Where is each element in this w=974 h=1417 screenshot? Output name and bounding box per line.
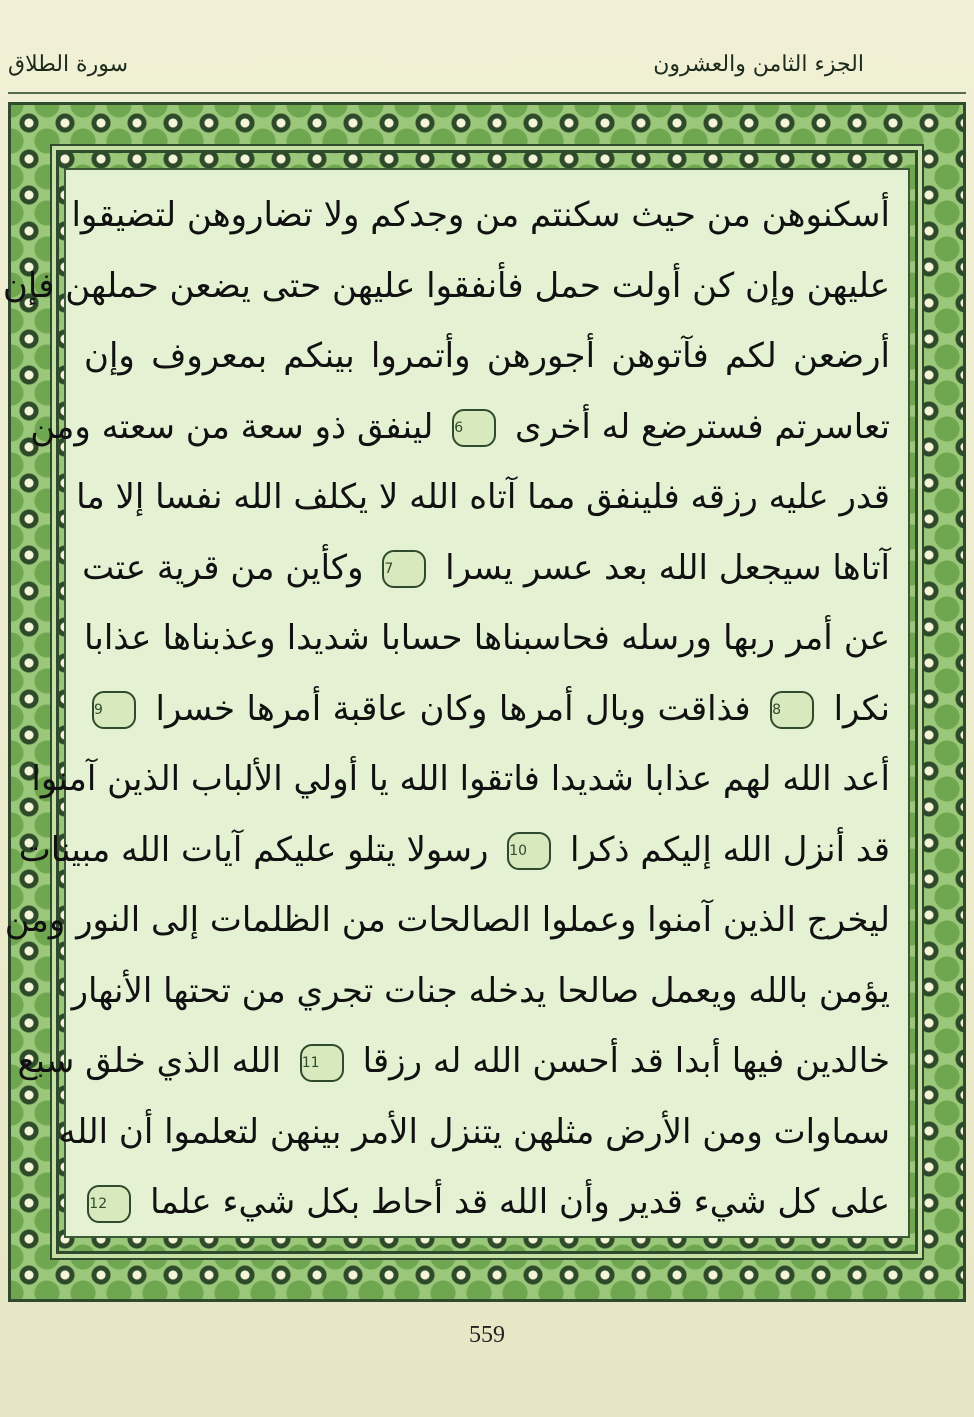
verse-line bbox=[31, 744, 890, 815]
verse-line bbox=[2, 251, 890, 322]
verse-text: لينفق ذو سعة من سعته ومن bbox=[30, 406, 434, 447]
ayah-number-marker: 8 bbox=[770, 691, 814, 729]
verse-text: قدر عليه رزقه فلينفق مما آتاه الله لا يكلف الله نفسا إلا ما bbox=[76, 477, 890, 517]
header-divider bbox=[8, 92, 966, 94]
ayah-number-marker: 6 bbox=[452, 409, 496, 447]
verse-text: وكأين من قرية عتت bbox=[82, 547, 364, 588]
verse-text: الله الذي خلق سبع bbox=[17, 1041, 281, 1081]
verse-text: خالدين فيها أبدا قد أحسن الله له رزقا bbox=[362, 1041, 890, 1081]
verse-line bbox=[18, 815, 890, 886]
verse-line bbox=[84, 321, 890, 392]
verse-line bbox=[17, 1026, 890, 1097]
ayah-number-marker: 11 bbox=[300, 1044, 344, 1082]
verse-line bbox=[84, 533, 890, 604]
verse-text: عليهن وإن كن أولت حمل فأنفقوا عليهن حتى يضعن حملهن فإن bbox=[2, 265, 890, 306]
ayah-number-marker: 7 bbox=[382, 550, 426, 588]
verse-text: أسكنوهن من حيث سكنتم من وجدكم ولا تضاروهن لتضيقوا bbox=[71, 195, 890, 235]
verse-text: أرضعن لكم فآتوهن أجورهن وأتمروا بينكم بمعروف وإن bbox=[84, 336, 890, 376]
verse-text: نكرا bbox=[833, 688, 891, 729]
verse-text: تعاسرتم فسترضع له أخرى bbox=[515, 406, 890, 447]
verse-line bbox=[71, 180, 890, 251]
verse-line bbox=[84, 674, 890, 745]
verse-line bbox=[76, 462, 890, 533]
verse-text: آتاها سيجعل الله بعد عسر يسرا bbox=[445, 547, 890, 588]
verse-text: أعد الله لهم عذابا شديدا فاتقوا الله يا أولي الألباب الذين آمنوا bbox=[31, 759, 890, 799]
juz-header: الجزء الثامن والعشرون bbox=[653, 52, 864, 77]
verse-lines bbox=[2, 180, 891, 1238]
quran-text-panel bbox=[2, 168, 910, 1238]
surah-header: سورة الطلاق bbox=[8, 52, 129, 77]
verse-text: فذاقت وبال أمرها وكان عاقبة أمرها خسرا bbox=[155, 688, 751, 729]
verse-text: سماوات ومن الأرض مثلهن يتنزل الأمر بينهن لتعلموا أن الله bbox=[58, 1111, 890, 1152]
ayah-number-marker: 9 bbox=[92, 691, 136, 729]
verse-text: رسولا يتلو عليكم آيات الله مبينات bbox=[18, 829, 489, 870]
ayah-number-marker: 12 bbox=[87, 1185, 131, 1223]
verse-line bbox=[4, 885, 890, 956]
verse-line bbox=[30, 392, 890, 463]
ayah-number-marker: 10 bbox=[507, 832, 551, 870]
page-number: 559 bbox=[469, 1322, 505, 1348]
verse-line bbox=[71, 956, 890, 1027]
verse-line bbox=[84, 1167, 890, 1238]
verse-text: قد أنزل الله إليكم ذكرا bbox=[570, 829, 890, 870]
verse-line bbox=[58, 1097, 890, 1168]
verse-line bbox=[84, 603, 890, 674]
verse-text: يؤمن بالله ويعمل صالحا يدخله جنات تجري من تحتها الأنهار bbox=[71, 970, 890, 1011]
verse-text: على كل شيء قدير وأن الله قد أحاط بكل شيء علما bbox=[150, 1182, 890, 1222]
verse-text: ليخرج الذين آمنوا وعملوا الصالحات من الظلمات إلى النور ومن bbox=[4, 900, 890, 940]
verse-text: عن أمر ربها ورسله فحاسبناها حسابا شديدا وعذبناها عذابا bbox=[84, 618, 890, 658]
